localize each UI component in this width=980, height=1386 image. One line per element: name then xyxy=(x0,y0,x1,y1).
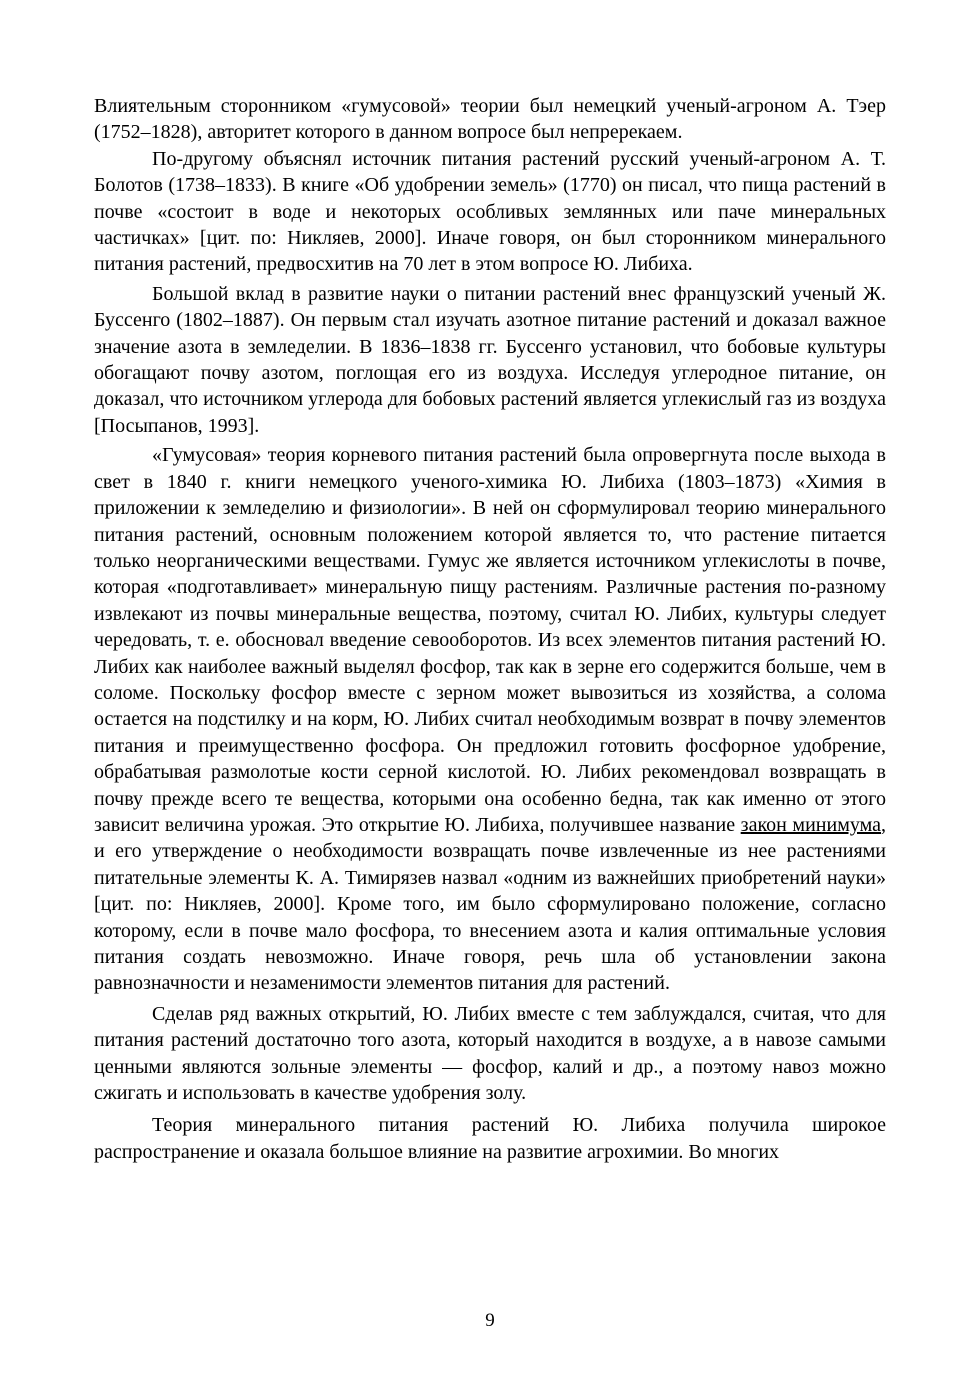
paragraph-thaer: Влиятельным сторонником «гумусовой» теории был немецкий ученый-агроном А. Тэер (1752–1828), авторитет которого в данном вопросе был непререкаем. xyxy=(94,95,886,144)
paragraph-liebig-influence: Теория минерального питания растений Ю. Либиха получила широкое распространение и оказала большое влияние на развитие агрохимии. Во многих xyxy=(94,1114,886,1163)
paragraph-boussingault: Большой вклад в развитие науки о питании растений внес французский ученый Ж. Буссенго (1802–1887). Он первым стал изучать азотное питание растений и доказал важное значение азота в земледелии. В 1836–1838 гг. Буссенго установил, что бобовые культуры обогащают почву азотом, поглощая его из воздуха. Исследуя углеродное питание, он доказал, что источником углерода для бобовых растений является углекислый газ из воздуха [Посыпанов, 1993]. xyxy=(94,282,886,437)
paragraph-liebig-errors: Сделав ряд важных открытий, Ю. Либих вместе с тем заблуждался, считая, что для питания растений достаточно того азота, который находится в воздухе, а в навозе самыми ценными являются зольные элементы — фосфор, калий и др., а поэтому навоз можно сжигать и использовать в качестве удобрения золу. xyxy=(94,1002,886,1105)
page-number: 9 xyxy=(485,1310,495,1331)
document-page xyxy=(94,93,886,1165)
paragraph-liebig-theory xyxy=(94,442,886,997)
paragraph-bolotov: По-другому объяснял источник питания растений русский ученый-агроном А. Т. Болотов (1738–1833). В книге «Об удобрении земель» (1770) он писал, что пища растений в почве «состоит в воде и некоторых особливых землянных или паче минеральных частичках» [цит. по: Никляев, 2000]. Иначе говоря, он был сторонником минерального питания растений, предвосхитив на 70 лет в этом вопросе Ю. Либиха. xyxy=(94,147,886,276)
term-law-of-minimum: закон минимума xyxy=(740,813,881,836)
paragraph-liebig-text-before: «Гумусовая» теория корневого питания растений была опровергнута после выхода в свет в 1840 г. книги немецкого ученого-химика Ю. Либиха (1803–1873) «Химия в приложении к земледелию и физиологии». В ней он сформулировал теорию минерального питания растений, основным положением которой является то, что растение питается только неорганическими веществами. Гумус же является источником углекислоты в почве, которая «подготавливает» минеральную пищу растениям. Различные растения по-разному извлекают из почвы минеральные вещества, поэтому, считал Ю. Либих, культуры следует чередовать, т. е. обосновал введение севооборотов. Из всех элементов питания растений Ю. Либих как наиболее важный выделял фосфор, так как в зерне его содержится больше, чем в соломе. Поскольку фосфор вместе с зерном может вывозиться из хозяйства, а солома остается на подстилку и на корм, Ю. Либих считал необходимым возврат в почву элементов питания и преимущественно фосфора. Он предложил готовить фосфорное удобрение, обрабатывая размолотые кости серной кислотой. Ю. Либих рекомендовал возвращать в почву прежде всего те вещества, которыми она особенно бедна, так как именно от этого зависит величина урожая. Это открытие Ю. Либиха, получившее название xyxy=(94,444,886,836)
paragraph-liebig-text-after: , и его утверждение о необходимости возвращать почве извлеченные из нее растениями питательные элементы К. А. Тимирязев назвал «одним из важнейших приобретений науки» [цит. по: Никляев, 2000]. Кроме того, им было сформулировано положение, согласно которому, если в почве мало фосфора, то внесением азота и калия оптимальные условия питания создать невозможно. Иначе говоря, речь шла об установлении закона равнозначности и незаменимости элементов питания для растений. xyxy=(94,813,886,995)
